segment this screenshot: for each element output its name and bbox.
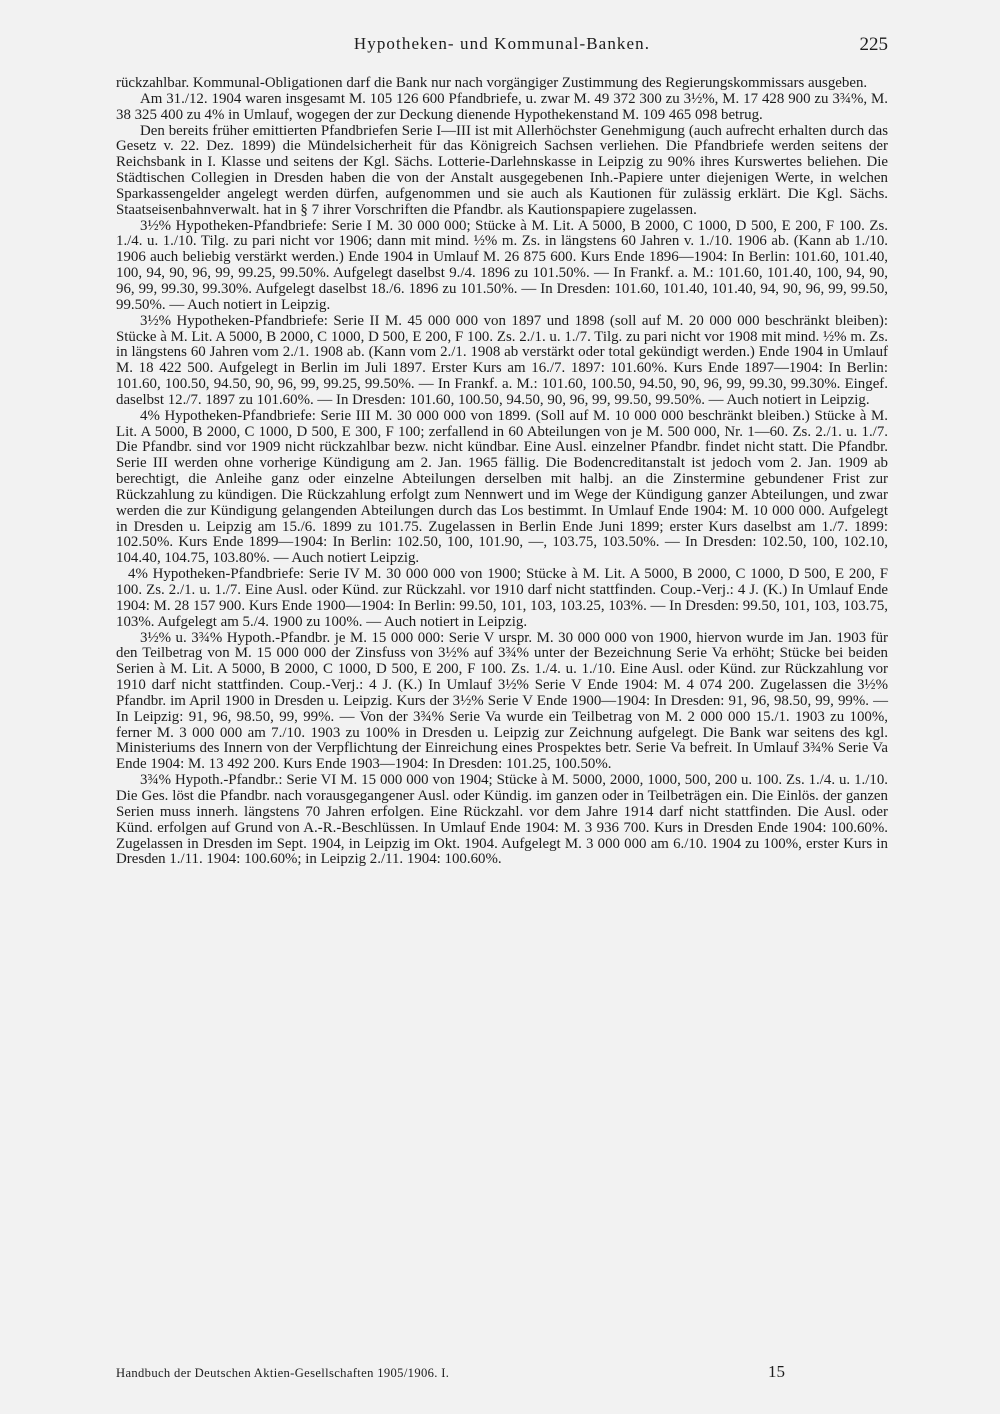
footer-source: Handbuch der Deutschen Aktien-Gesellschaften 1905/1906. I. <box>116 1366 450 1380</box>
page-footer <box>116 1362 888 1388</box>
paragraph-series-4: 4% Hypotheken-Pfandbriefe: Serie IV M. 30 000 000 von 1900; Stücke à M. Lit. A 5000, B 2000, C 1000, D 500, E 200, F 100. Zs. 2./1. u. 1./7. Eine Ausl. oder Künd. zur Rückzahl. vor 1910 darf nicht stattfinden. Coup.-Verj.: 4 J. (K.) In Umlauf Ende 1904: M. 28 157 900. Kurs Ende 1900—1904: In Berlin: 99.50, 101, 103, 103.25, 103%. — In Dresden: 99.50, 101, 103, 103.75, 103%. Aufgelegt am 5./4. 1900 zu 100%. — Auch notiert in Leipzig. <box>116 566 888 630</box>
page-header <box>116 34 888 62</box>
paragraph-series-5: 3½% u. 3¾% Hypoth.-Pfandbr. je M. 15 000 000: Serie V urspr. M. 30 000 000 von 1900, hiervon wurde im Jan. 1903 für den Teilbetrag von M. 15 000 000 der Zinsfuss von 3½% auf 3¾% unter der Bezeichnung Serie Va erhöht; Stücke bei beiden Serien à M. Lit. A 5000, B 2000, C 1000, D 500, E 200, F 100. Zs. 1./4. u. 1./10. Eine Ausl. oder Künd. zur Rückzahlung vor 1910 darf nicht stattfinden. Coup.-Verj.: 4 J. (K.) In Umlauf 3½% Serie V Ende 1904: M. 4 074 200. Zugelassen die 3½% Pfandbr. im April 1900 in Dresden u. Leipzig. Kurs der 3½% Serie V Ende 1900—1904: In Dresden: 91, 96, 98.50, 99, 99%. — In Leipzig: 91, 96, 98.50, 99, 99%. — Von der 3¾% Serie Va wurde ein Teilbetrag von M. 2 000 000 15./1. 1903 zu 100%, ferner M. 3 000 000 am 7./10. 1903 zu 100% in Dresden u. Leipzig zur Zeichnung aufgelegt. Die Bank war seitens des kgl. Ministeriums des Innern von der Verpflichtung der Einreichung eines Prospektes betr. Serie Va befreit. In Umlauf 3¾% Serie Va Ende 1904: M. 13 492 200. Kurs Ende 1903—1904: In Dresden: 101.25, 100.50%. <box>116 629 888 773</box>
page-number: 225 <box>859 34 888 55</box>
paragraph-continuation: rückzahlbar. Kommunal-Obligationen darf die Bank nur nach vorgängiger Zustimmung des Regierungskommissars ausgeben. <box>116 75 868 91</box>
running-head: Hypotheken- und Kommunal-Banken. <box>353 34 651 53</box>
paragraph-series-3: 4% Hypotheken-Pfandbriefe: Serie III M. 30 000 000 von 1899. (Soll auf M. 10 000 000 beschränkt bleiben.) Stücke à M. Lit. A 5000, B 2000, C 1000, D 500, E 300, F 100; zerfallend in 60 Abteilungen von je M. 500 000, Nr. 1—60. Zs. 2./1. u. 1./7. Die Pfandbr. sind vor 1909 nicht rückzahlbar bezw. nicht kündbar. Eine Ausl. einzelner Pfandbr. findet nicht statt. Die Pfandbr. Serie III werden ohne vorherige Kündigung am 2. Jan. 1965 fällig. Die Bodencreditanstalt ist jedoch vom 2. Jan. 1909 ab berechtigt, die Anleihe ganz oder einzelne Abteilungen derselben mit halbj. an die Zinstermine gebundener Frist zur Rückzahlung zu kündigen. Die Rückzahlung erfolgt zum Nennwert und im Wege der Kündigung ganzer Abteilungen, und zwar werden die zur Kündigung gelangenden Abteilungen durch das Los bestimmt. In Umlauf Ende 1904: M. 10 000 000. Aufgelegt in Dresden u. Leipzig am 15./6. 1899 zu 101.75. Zugelassen in Berlin Ende Juni 1899; erster Kurs daselbst am 1./7. 1899: 102.50%. Kurs Ende 1899—1904: In Berlin: 102.50, 100, 101.90, —, 103.75, 103.50%. — In Dresden: 102.50, 100, 102.10, 104.40, 104.75, 103.80%. — Auch notiert Leipzig. <box>116 407 888 567</box>
printer-signature: 15 <box>768 1362 785 1381</box>
paragraph-series-1: 3½% Hypotheken-Pfandbriefe: Serie I M. 30 000 000; Stücke à M. Lit. A 5000, B 2000, C 1000, D 500, E 200, F 100. Zs. 1./4. u. 1./10. Tilg. zu pari nicht vor 1906; dann mit mind. ½% m. Zs. in längstens 60 Jahren v. 1./10. 1906 ab. (Kann ab 1./10. 1906 auch beliebig verstärkt werden.) Ende 1904 in Umlauf M. 26 875 600. Kurs Ende 1896—1904: In Berlin: 101.60, 101.40, 100, 94, 90, 96, 99, 99.25, 99.50%. Aufgelegt daselbst 9./4. 1896 zu 101.50%. — In Frankf. a. M.: 101.60, 101.40, 100, 94, 90, 96, 99, 99.30, 99.30%. Aufgelegt daselbst 18./6. 1896 zu 101.50%. — In Dresden: 101.60, 101.40, 101.40, 94, 90, 96, 99, 99.50, 99.50%. — Auch notiert in Leipzig. <box>116 217 888 313</box>
paragraph-circulation: Am 31./12. 1904 waren insgesamt M. 105 126 600 Pfandbriefe, u. zwar M. 49 372 300 zu 3½%, M. 17 428 900 zu 3¾%, M. 38 325 400 zu 4% in Umlauf, wogegen der zur Deckung dienende Hypothekenstand M. 109 465 098 betrug. <box>116 90 888 123</box>
paragraph-series-2: 3½% Hypotheken-Pfandbriefe: Serie II M. 45 000 000 von 1897 und 1898 (soll auf M. 20 000 000 beschränkt bleiben): Stücke à M. Lit. A 5000, B 2000, C 1000, D 500, E 200, F 100. Zs. 2./1. u. 1./7. Tilg. zu pari nicht vor 1908 mit mind. ½% m. Zs. in längstens 60 Jahren vom 2./1. 1908 ab. (Kann vom 2./1. 1908 ab verstärkt oder total gekündigt werden.) Ende 1904 in Umlauf M. 18 422 500. Aufgelegt in Berlin im Juli 1897. Erster Kurs am 16./7. 1897: 101.60%. Kurs Ende 1897—1904: In Berlin: 101.60, 100.50, 94.50, 90, 96, 99, 99.25, 99.50%. — In Frankf. a. M.: 101.60, 100.50, 94.50, 90, 96, 99, 99.30, 99.30%. Eingef. daselbst 12./7. 1897 zu 101.60%. — In Dresden: 101.60, 100.50, 94.50, 90, 96, 99, 99.50, 99.50%. — Auch notiert in Leipzig. <box>116 312 888 408</box>
page-body <box>116 76 888 868</box>
paragraph-series-6: 3¾% Hypoth.-Pfandbr.: Serie VI M. 15 000 000 von 1904; Stücke à M. 5000, 2000, 1000, 500, 200 u. 100. Zs. 1./4. u. 1./10. Die Ges. löst die Pfandbr. nach vorausgegangener Ausl. oder Kündig. im ganzen oder in Teilbeträgen ein. Die Einlös. der ganzen Serien muss innerh. längstens 70 Jahren erfolgen. Eine Rückzahl. vor dem Jahre 1914 darf nicht stattfinden. Die Ausl. oder Künd. erfolgen auf Grund von A.-R.-Beschlüssen. In Umlauf Ende 1904: M. 3 936 700. Kurs in Dresden Ende 1904: 100.60%. Zugelassen in Dresden im Sept. 1904, in Leipzig im Okt. 1904. Aufgelegt M. 3 000 000 am 6./10. 1904 zu 100%, erster Kurs in Dresden 1./11. 1904: 100.60%; in Leipzig 2./11. 1904: 100.60%. <box>116 772 888 868</box>
paragraph-trustee-security: Den bereits früher emittierten Pfandbriefen Serie I—III ist mit Allerhöchster Genehmigung (auch aufrecht erhalten durch das Gesetz v. 22. Dez. 1899) die Mündelsicherheit für das Königreich Sachsen verliehen. Die Pfandbriefe werden seitens der Reichsbank in I. Klasse und seitens der Kgl. Sächs. Lotterie-Darlehnskasse in Leipzig zu 90% ihres Kurswertes beliehen. Die Städtischen Collegien in Dresden haben die von der Anstalt ausgegebenen Inh.-Papiere unter diejenigen Werte, in welchen Sparkassengelder angelegt werden dürfen, aufgenommen und sie auch als Kautionen für zulässig erklärt. Die Kgl. Sächs. Staatseisenbahnverwalt. hat in § 7 ihrer Vorschriften die Pfandbr. als Kautionspapiere zugelassen. <box>116 122 888 218</box>
